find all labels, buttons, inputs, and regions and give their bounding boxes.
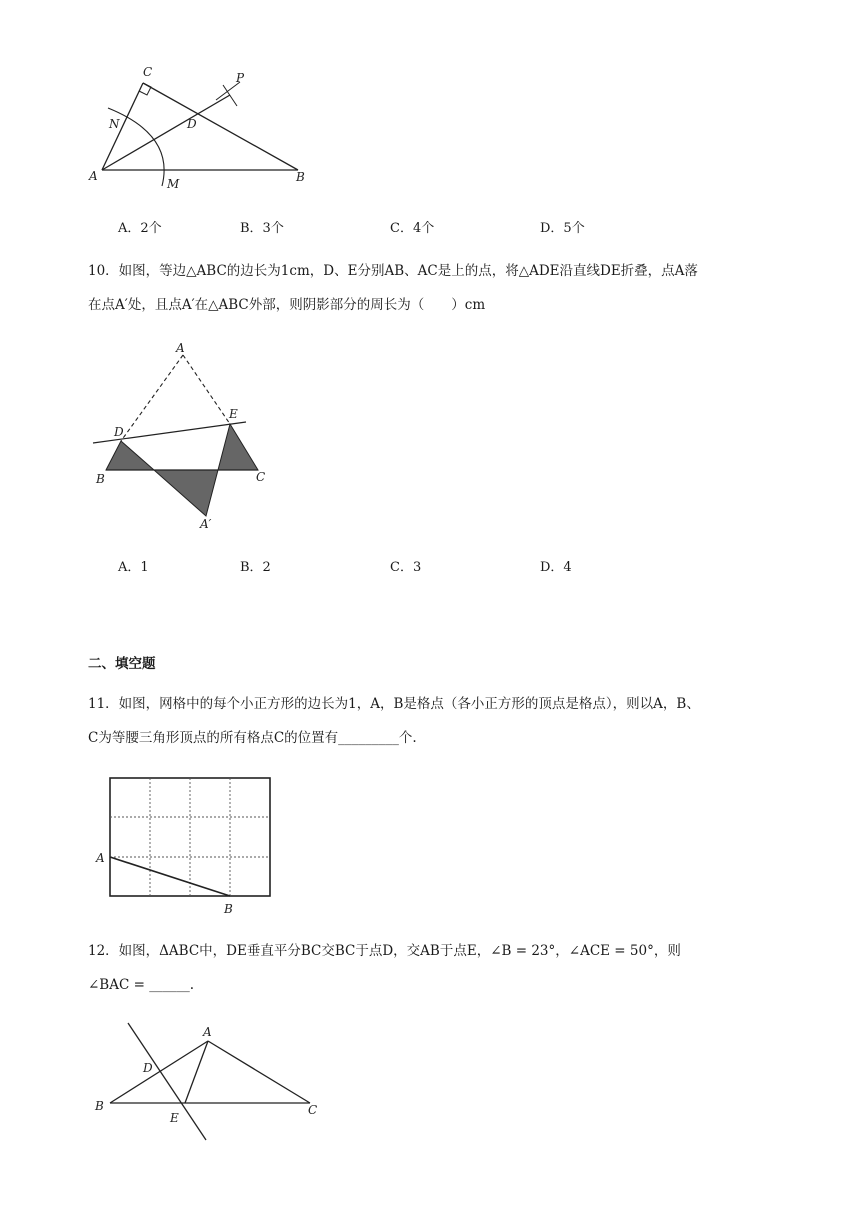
q11-text-line1: 11．如图，网格中的每个小正方形的边长为1，A，B是格点（各小正方形的顶点是格点），则以A，B、 [88, 696, 700, 712]
q9-label-n: N [109, 117, 120, 131]
q12-text-line2: ∠BAC = ______. [88, 977, 194, 993]
q11-segment-ab [110, 857, 230, 896]
q11-text-line2: C为等腰三角形顶点的所有格点C的位置有_________个. [88, 730, 417, 746]
q9-label-b: B [296, 170, 305, 184]
q9-label-c: C [143, 65, 153, 79]
q11-grid-figure [90, 770, 290, 920]
q12-segment-ae [185, 1041, 208, 1103]
q9-arc-p2 [223, 85, 237, 106]
q12-text-line1: 12．如图，ΔABC中，DE垂直平分BC交BC于点D，交AB于点E，∠B = 23°，∠ACE = 50°，则 [88, 943, 681, 959]
q11-grid-lines [110, 778, 270, 896]
q10-shade-mid [154, 470, 218, 516]
q10-dashed-ae [183, 355, 230, 424]
q9-figure [80, 60, 320, 195]
q10-option-b: B．2 [240, 560, 271, 575]
q10-option-a: A．1 [118, 560, 149, 575]
q10-text-line2: 在点A′处，且点A′在△ABC外部，则阴影部分的周长为（ ）cm [88, 297, 486, 313]
q10-figure [88, 338, 288, 533]
q10-option-d: D．4 [540, 560, 572, 575]
q10-option-c: C．3 [390, 560, 422, 575]
q9-label-a: A [89, 169, 98, 183]
q10-dashed-ad [121, 355, 183, 441]
q11-label-a: A [96, 851, 105, 865]
q9-option-d: D．5个 [540, 221, 585, 236]
q9-option-a: A．2个 [118, 221, 162, 236]
section-title: 二、填空题 [88, 656, 156, 672]
q11-label-b: B [224, 902, 233, 916]
q10-label-e: E [229, 407, 238, 421]
q9-label-p: P [236, 71, 245, 85]
q10-shade-left [106, 441, 154, 470]
q10-label-c: C [256, 470, 266, 484]
q9-option-c: C．4个 [390, 221, 435, 236]
q10-label-a: A [176, 341, 185, 355]
q10-text-line1: 10．如图，等边△ABC的边长为1cm，D、E分别AB、AC是上的点，将△ADE沿直线DE折叠，点A落 [88, 263, 698, 279]
q9-label-d: D [187, 117, 197, 131]
q12-side-ba [110, 1041, 208, 1103]
q10-label-b: B [96, 472, 105, 486]
q9-bisector-ap [102, 95, 230, 170]
q12-label-a: A [203, 1025, 212, 1039]
q12-label-e: E [170, 1111, 179, 1125]
q12-figure [88, 1018, 338, 1143]
q10-shade-right [218, 424, 258, 470]
q10-label-a-prime: A′ [200, 517, 212, 531]
q12-label-b: B [95, 1099, 104, 1113]
q9-option-b: B．3个 [240, 221, 284, 236]
q10-label-d: D [114, 425, 124, 439]
q12-bisector-line [128, 1023, 206, 1140]
q9-label-m: M [167, 177, 180, 191]
q12-side-ac [208, 1041, 310, 1103]
q12-label-d: D [143, 1061, 153, 1075]
q12-label-c: C [308, 1103, 318, 1117]
